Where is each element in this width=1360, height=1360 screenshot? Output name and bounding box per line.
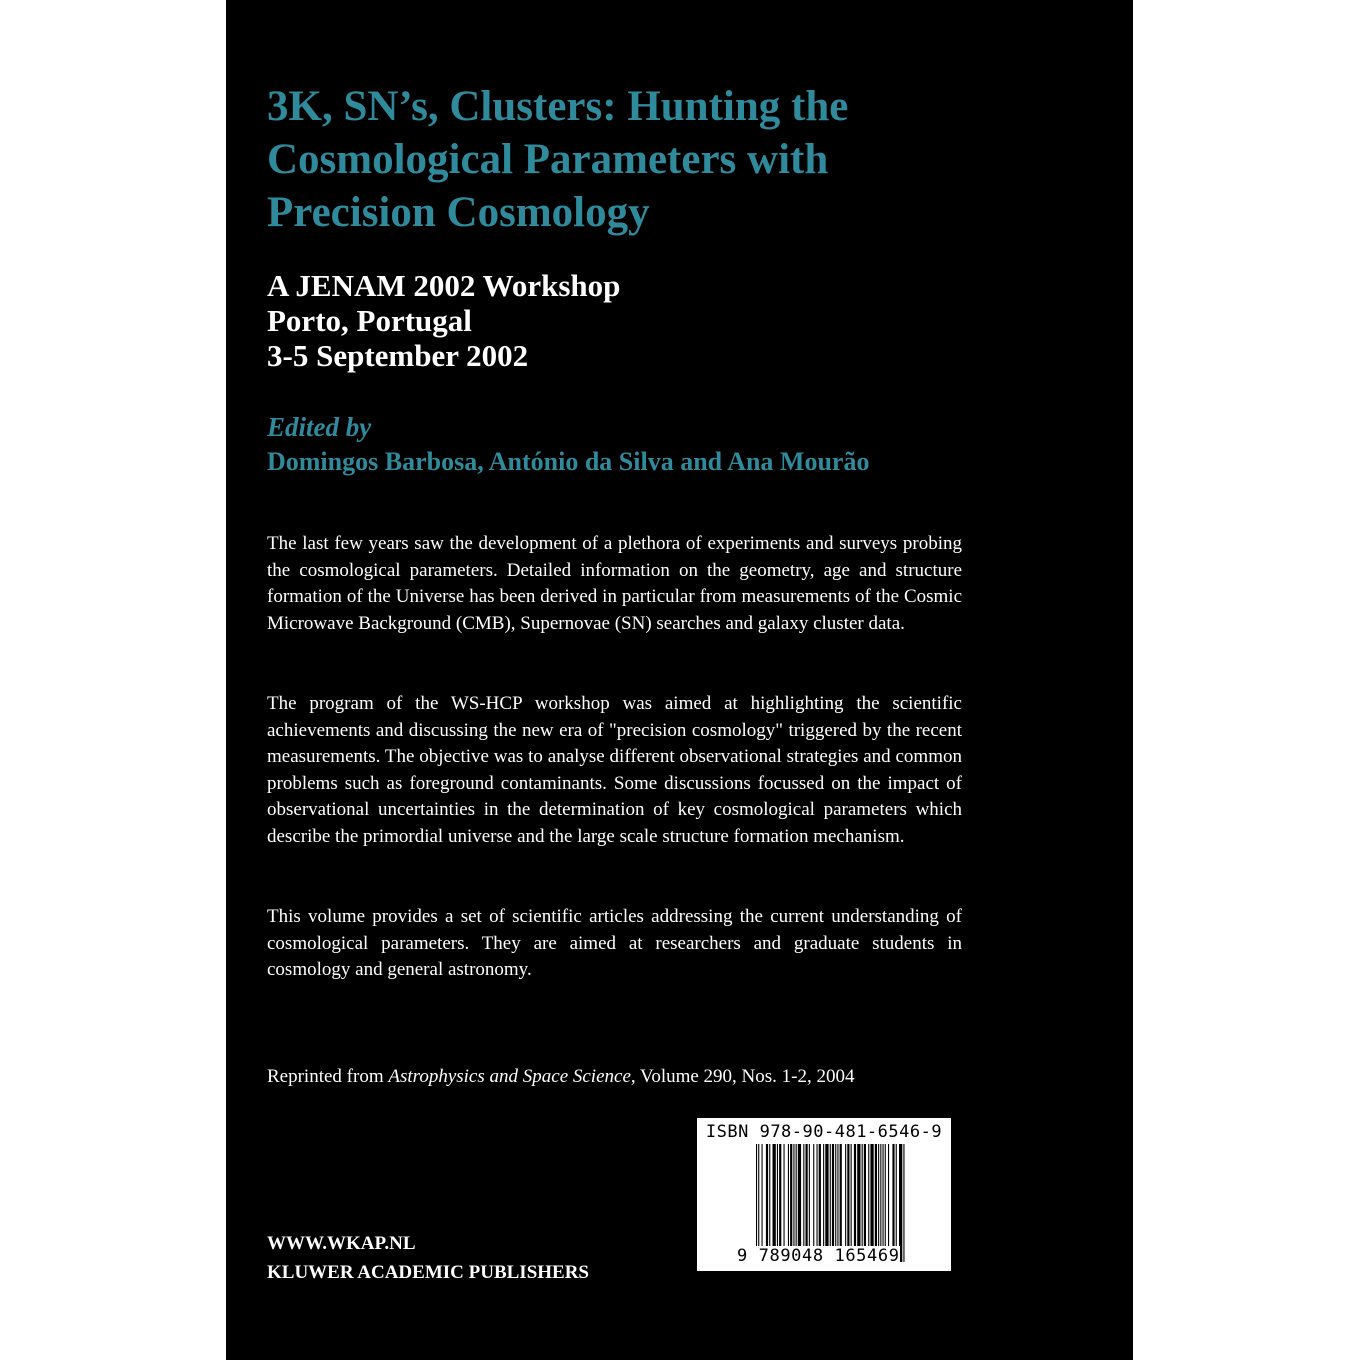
- barcode-bar: [878, 1144, 879, 1248]
- reprint-prefix: Reprinted from: [267, 1066, 389, 1087]
- barcode-bar: [758, 1144, 759, 1262]
- book-back-cover: [226, 0, 1133, 1360]
- description-paragraph-1: The last few years saw the development of a plethora of experiments and surveys probing the cosmological parameters. Detailed information on the geometry, age and structure formation of the Universe has been derived in particular from measurements of the Cosmic Microwave Background (CMB), Supernovae (SN) searches and galaxy cluster data.: [267, 533, 962, 634]
- publisher-url: WWW.WKAP.NL: [267, 1233, 416, 1254]
- title-line: 3K, SN’s, Clusters: Hunting the: [267, 83, 849, 130]
- barcode-bar: [847, 1144, 849, 1248]
- barcode-bar: [798, 1144, 801, 1248]
- isbn-barcode: [697, 1118, 951, 1271]
- barcode-bar: [793, 1144, 794, 1248]
- barcode-bar: [854, 1144, 856, 1262]
- barcode-bar: [835, 1144, 836, 1248]
- workshop-date: 3-5 September 2002: [267, 338, 529, 373]
- barcode-bar: [875, 1144, 877, 1248]
- barcode-bar: [777, 1144, 778, 1248]
- edited-by-label: Edited by: [267, 412, 372, 442]
- barcode-bar: [769, 1144, 770, 1248]
- barcode-bar: [796, 1144, 797, 1248]
- barcode-bar: [788, 1144, 789, 1248]
- workshop-info: [267, 268, 962, 373]
- barcode-bar: [790, 1144, 792, 1248]
- book-title: [267, 80, 962, 239]
- publisher-block: [267, 1229, 667, 1287]
- journal-name: Astrophysics and Space Science: [388, 1066, 631, 1087]
- barcode-bar: [880, 1144, 881, 1248]
- ean-digits: 9 789048 165469: [737, 1246, 900, 1266]
- barcode-bar: [899, 1144, 902, 1262]
- barcode-bar: [888, 1144, 889, 1248]
- barcode-bar: [862, 1144, 863, 1248]
- publisher-name: KLUWER ACADEMIC PUBLISHERS: [267, 1262, 589, 1283]
- barcode-bar: [896, 1144, 897, 1248]
- barcode-bar: [809, 1144, 810, 1248]
- barcode-bar: [868, 1144, 869, 1248]
- barcode-bar: [779, 1144, 781, 1248]
- barcode-bar: [830, 1144, 831, 1248]
- title-line: Cosmological Parameters with: [267, 136, 829, 183]
- barcode-bar: [784, 1144, 785, 1248]
- description-paragraph-3: This volume provides a set of scientific articles addressing the current understanding of cosmological parameters. They are aimed at researchers and graduate students in cosmology and general astronomy.: [267, 906, 962, 981]
- barcode-bar: [766, 1144, 768, 1248]
- barcode-bar: [892, 1144, 894, 1248]
- barcode-bar: [857, 1144, 860, 1248]
- barcode-bar: [837, 1144, 838, 1248]
- barcode-bar: [832, 1144, 834, 1248]
- barcode-bars: [756, 1144, 906, 1262]
- barcode-bar: [883, 1144, 884, 1248]
- title-line: Precision Cosmology: [267, 189, 650, 236]
- barcode-bar: [903, 1144, 904, 1262]
- barcode-bar: [845, 1144, 846, 1248]
- barcode-bar: [823, 1144, 824, 1248]
- barcode-bar: [864, 1144, 866, 1248]
- barcode-bar: [756, 1144, 757, 1262]
- barcode-bar: [851, 1144, 852, 1262]
- description-paragraph-2: The program of the WS-HCP workshop was aimed at highlighting the scientific achievements and discussing the new era of "precision cosmology" triggered by the recent measurements. The objective was to analyse different observational strategies and common problems such as foreground contaminants. Some discussions focussed on the impact of observational uncertainties in the determination of key cosmological parameters which describe the primordial universe and the large scale structure formation mechanism.: [267, 693, 962, 847]
- barcode-bar: [813, 1144, 814, 1248]
- barcode-bar: [840, 1144, 842, 1248]
- barcode-bar: [825, 1144, 828, 1248]
- barcode-bar: [806, 1144, 808, 1248]
- workshop-location: Porto, Portugal: [267, 303, 472, 338]
- reprint-suffix: , Volume 290, Nos. 1-2, 2004: [630, 1066, 855, 1087]
- isbn-label: ISBN 978-90-481-6546-9: [705, 1122, 943, 1142]
- barcode-bar: [885, 1144, 886, 1248]
- barcode-bar: [773, 1144, 776, 1248]
- barcode-bar: [803, 1144, 804, 1248]
- reprint-note: [267, 1064, 962, 1090]
- barcode-bar: [817, 1144, 818, 1248]
- barcode-bar: [762, 1144, 763, 1248]
- workshop-name: A JENAM 2002 Workshop: [267, 268, 621, 303]
- barcode-bar: [819, 1144, 821, 1248]
- barcode-bar: [870, 1144, 873, 1248]
- editor-names: Domingos Barbosa, António da Silva and Ana Mourão: [267, 447, 870, 476]
